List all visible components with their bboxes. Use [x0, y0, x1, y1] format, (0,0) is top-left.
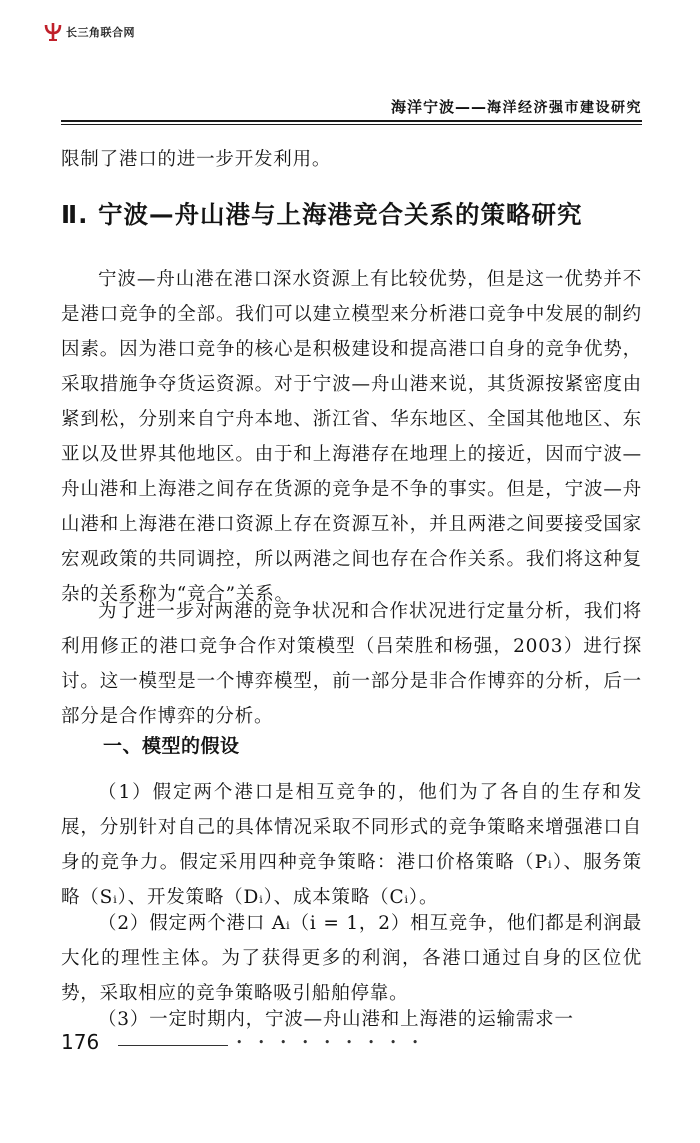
- running-head: [61, 96, 642, 117]
- paragraph-1: 宁波—舟山港在港口深水资源上有比较优势，但是这一优势并不是港口竞争的全部。我们可以建立模型来分析港口竞争中发展的制约因素。因为港口竞争的核心是积极建设和提高港口自身的竞争优势，采取措施争夺货运资源。对于宁波—舟山港来说，其货源按紧密度由紧到松，分别来自宁舟本地、浙江省、华东地区、全国其他地区、东亚以及世界其他地区。由于和上海港存在地理上的接近，因而宁波—舟山港和上海港之间存在货源的竞争是不争的事实。但是，宁波—舟山港和上海港在港口资源上存在资源互补，并且两港之间要接受国家宏观政策的共同调控，所以两港之间也存在合作关系。我们将这种复杂的关系称为“竞合”关系。: [61, 269, 642, 605]
- assumption-1: （1）假定两个港口是相互竞争的，他们为了各自的生存和发展，分别针对自己的具体情况采取不同形式的竞争策略来增强港口自身的竞争力。假定采用四种竞争策略：港口价格策略（Pᵢ）、服务策略（Sᵢ）、开发策略（Dᵢ）、成本策略（Cᵢ）。: [61, 782, 642, 908]
- psi-logo-icon: [44, 22, 62, 42]
- assumption-2: （2）假定两个港口 Aᵢ（i = 1，2）相互竞争，他们都是利润最大化的理性主体。为了获得更多的利润，各港口通过自身的区位优势，采取相应的竞争策略吸引船舶停靠。: [61, 913, 642, 1004]
- header-rule-thick: [61, 120, 642, 122]
- logo-text: 长三角联合网: [66, 26, 135, 39]
- assumption-3: （3）一定时期内，宁波—舟山港和上海港的运输需求一: [98, 1009, 574, 1030]
- section-title: Ⅱ. 宁波—舟山港与上海港竞合关系的策略研究: [61, 200, 583, 229]
- subsection-heading: 一、模型的假设: [103, 735, 240, 757]
- running-head-title: 海洋宁波——: [390, 98, 487, 116]
- running-head-subtitle: 海洋经济强市建设研究: [487, 100, 642, 116]
- site-logo: [44, 22, 135, 42]
- footer-rule: [118, 1045, 228, 1046]
- paragraph-2: 为了进一步对两港的竞争状况和合作状况进行定量分析，我们将利用修正的港口竞争合作对策模型（吕荣胜和杨强，2003）进行探讨。这一模型是一个博弈模型，前一部分是非合作博弈的分析，后一部分是合作博弈的分析。: [61, 601, 642, 727]
- continued-text: 限制了港口的进一步开发利用。: [61, 149, 332, 170]
- page-number: 176: [61, 1030, 100, 1054]
- header-rule-thin: [61, 124, 642, 125]
- footer-dots: • • • • • • • • •: [236, 1036, 425, 1049]
